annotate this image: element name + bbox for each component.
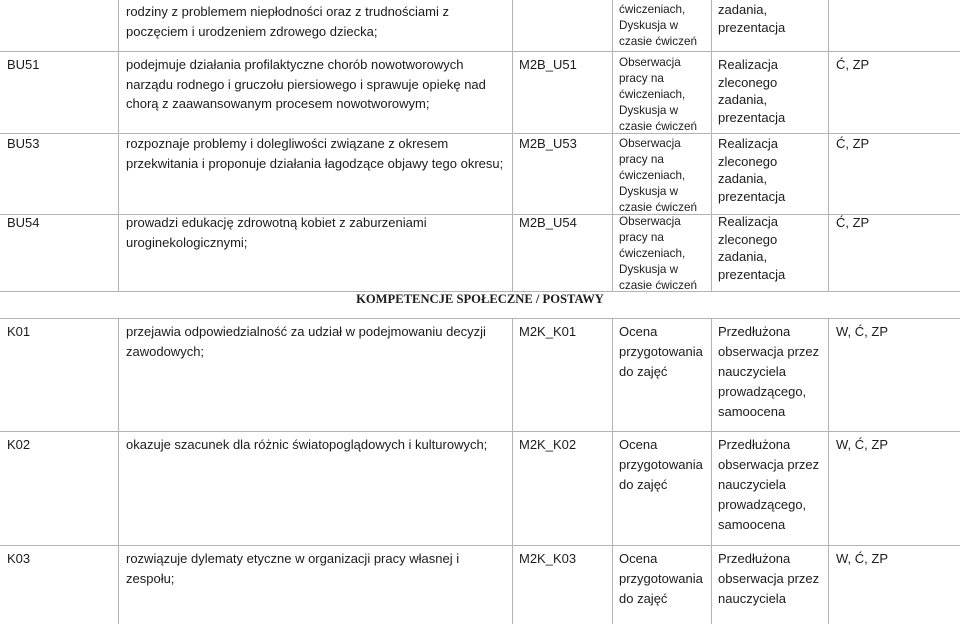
column-divider — [118, 0, 119, 291]
outcome-description: podejmuje działania profilaktyczne chorób nowotworowych narządu rodnego i gruczołu piersiowego i sprawuje opiekę nad chorą z zaawansowanym procesem nowotworowym; — [126, 57, 486, 111]
assessment-criteria: Przedłużona obserwacja przez nauczyciela — [718, 551, 820, 606]
assessment-criteria: Realizacja zleconego zadania, prezentacja — [718, 214, 786, 282]
outcome-code: K02 — [7, 437, 31, 452]
verification-methods: Obserwacja pracy na ćwiczeniach, Dyskusja w czasie ćwiczeń — [619, 137, 697, 214]
class-forms: Ć, ZP — [836, 136, 870, 151]
verification-methods: Obserwacja pracy na ćwiczeniach, Dyskusja w czasie ćwiczeń — [619, 215, 697, 292]
assessment-criteria: Realizacja zleconego zadania, prezentacja — [718, 57, 786, 125]
outcome-code: K01 — [7, 324, 31, 339]
column-divider — [512, 0, 513, 291]
assessment-criteria: Przedłużona obserwacja przez nauczyciela prowadzącego, samoocena — [718, 324, 820, 419]
column-divider — [512, 318, 513, 624]
outcome-description: przejawia odpowiedzialność za udział w podejmowaniu decyzji zawodowych; — [126, 324, 486, 359]
column-divider — [118, 318, 119, 624]
outcome-description: okazuje szacunek dla różnic światopoglądowych i kulturowych; — [126, 437, 488, 452]
outcome-code: K03 — [7, 551, 31, 566]
assessment-criteria: Przedłużona obserwacja przez nauczyciela prowadzącego, samoocena — [718, 437, 820, 532]
assessment-criteria: zadania, prezentacja — [718, 2, 786, 35]
verification-methods: Ocena przygotowania do zajęć — [619, 437, 703, 492]
row-divider — [0, 318, 960, 319]
column-divider — [711, 318, 712, 624]
column-divider — [612, 0, 613, 291]
row-divider — [0, 51, 960, 52]
row-divider — [0, 431, 960, 432]
verification-methods: Obserwacja pracy na ćwiczeniach, Dyskusja w czasie ćwiczeń — [619, 56, 697, 133]
class-forms: W, Ć, ZP — [836, 551, 888, 566]
effect-reference: M2K_K03 — [519, 551, 577, 566]
column-divider — [828, 318, 829, 624]
column-divider — [612, 318, 613, 624]
effect-reference: M2B_U51 — [519, 57, 577, 72]
class-forms: W, Ć, ZP — [836, 324, 888, 339]
class-forms: Ć, ZP — [836, 215, 870, 230]
effect-reference: M2K_K02 — [519, 437, 577, 452]
outcome-code: BU54 — [7, 215, 40, 230]
outcome-description: rodziny z problemem niepłodności oraz z trudnościami z poczęciem i urodzeniem zdrowego dziecka; — [126, 4, 449, 39]
column-divider — [828, 0, 829, 291]
verification-methods: Ocena przygotowania do zajęć — [619, 324, 703, 379]
outcome-description: prowadzi edukację zdrowotną kobiet z zaburzeniami uroginekologicznymi; — [126, 215, 427, 250]
class-forms: Ć, ZP — [836, 57, 870, 72]
assessment-criteria: Realizacja zleconego zadania, prezentacja — [718, 136, 786, 204]
column-divider — [711, 0, 712, 291]
verification-methods: ćwiczeniach, Dyskusja w czasie ćwiczeń — [619, 3, 697, 48]
effect-reference: M2B_U54 — [519, 215, 577, 230]
effect-reference: M2K_K01 — [519, 324, 577, 339]
class-forms: W, Ć, ZP — [836, 437, 888, 452]
outcome-code: BU53 — [7, 136, 40, 151]
outcome-description: rozpoznaje problemy i dolegliwości związane z okresem przekwitania i proponuje działania łagodzące objawy tego okresu; — [126, 136, 504, 171]
effect-reference: M2B_U53 — [519, 136, 577, 151]
outcome-description: rozwiązuje dylematy etyczne w organizacji pracy własnej i zespołu; — [126, 551, 460, 586]
outcome-code: BU51 — [7, 57, 40, 72]
row-divider — [0, 545, 960, 546]
section-header: KOMPETENCJE SPOŁECZNE / POSTAWY — [356, 292, 604, 306]
verification-methods: Ocena przygotowania do zajęć — [619, 551, 703, 606]
